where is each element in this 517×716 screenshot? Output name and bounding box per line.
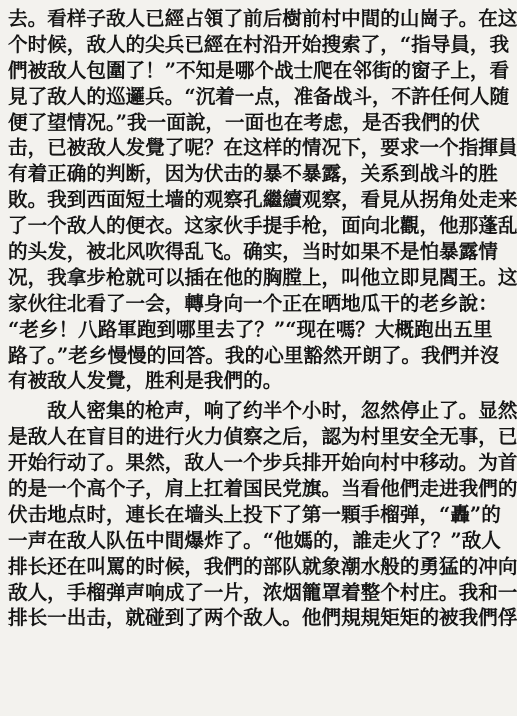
text-line: 路了。”老乡慢慢的回答。我的心里豁然开朗了。我們并沒 (8, 343, 500, 367)
text-line: 敌人，手榴弹声响成了一片，浓烟籠罩着整个村庄。我和一 (8, 580, 517, 604)
text-line: 們被敌人包圍了！”不知是哪个战士爬在邻街的窗子上，看 (8, 58, 510, 82)
text-line: 排长一出击，就碰到了两个敌人。他們規規矩矩的被我們俘 (8, 606, 517, 630)
text-line: 况，我拿步枪就可以插在他的胸膛上，叫他立即見閻王。这 (8, 265, 517, 289)
text-line: 伏击地点时，連长在墙头上投下了第一顆手榴弹，“轟”的 (8, 502, 501, 526)
text-line: 击，已被敌人发覺了呢？在这样的情况下，要求一个指揮員 (8, 136, 517, 160)
text-line: 便了望情况。”我一面說，一面也在考虑，是否我們的伏 (8, 110, 480, 134)
text-line: 个时候，敌人的尖兵已經在村沿开始搜索了，“指导員，我 (8, 32, 510, 56)
paragraph-2 (8, 398, 517, 631)
text-line: 有着正确的判断，因为伏击的暴不暴露，关系到战斗的胜 (8, 162, 498, 186)
text-line: 見了敌人的巡邏兵。“沉着一点，准备战斗，不許任何人随 (8, 84, 510, 108)
text-line: 是敌人在盲目的进行火力偵察之后，認为村里安全无事，已 (8, 425, 517, 449)
text-line: 敗。我到西面短土墙的观察孔繼續观察，看見从拐角处走来 (8, 188, 517, 212)
text-line: 敌人密集的枪声，响了约半个小时，忽然停止了。显然 (8, 399, 517, 423)
text-line: 的是一个高个子，肩上扛着国民党旗。当看他們走进我們的 (8, 477, 517, 501)
text-line: 的头发，被北风吹得乱飞。确实，当时如果不是怕暴露情 (8, 240, 498, 264)
text-line: 排长还在叫罵的时候，我們的部队就象潮水般的勇猛的冲向 (8, 554, 517, 578)
text-line: 去。看样子敌人已經占領了前后樹前村中間的山崗子。在这 (8, 7, 517, 30)
text-line: 了一个敌人的便衣。这家伙手提手枪，面向北觀，他那蓬乱 (8, 214, 517, 238)
text-line: “老乡！八路軍跑到哪里去了？”“现在嗎？大概跑出五里 (8, 317, 493, 341)
text-line: 家伙往北看了一会，轉身向一个正在晒地瓜干的老乡說： (8, 291, 498, 315)
text-line: 开始行动了。果然，敌人一个步兵排开始向村中移动。为首 (8, 451, 517, 475)
paragraph-1 (8, 6, 517, 394)
text-line: 有被敌人发覺，胜利是我們的。 (8, 369, 283, 393)
text-line: 一声在敌人队伍中間爆炸了。“他媽的，誰走火了？”敌人 (8, 528, 501, 552)
